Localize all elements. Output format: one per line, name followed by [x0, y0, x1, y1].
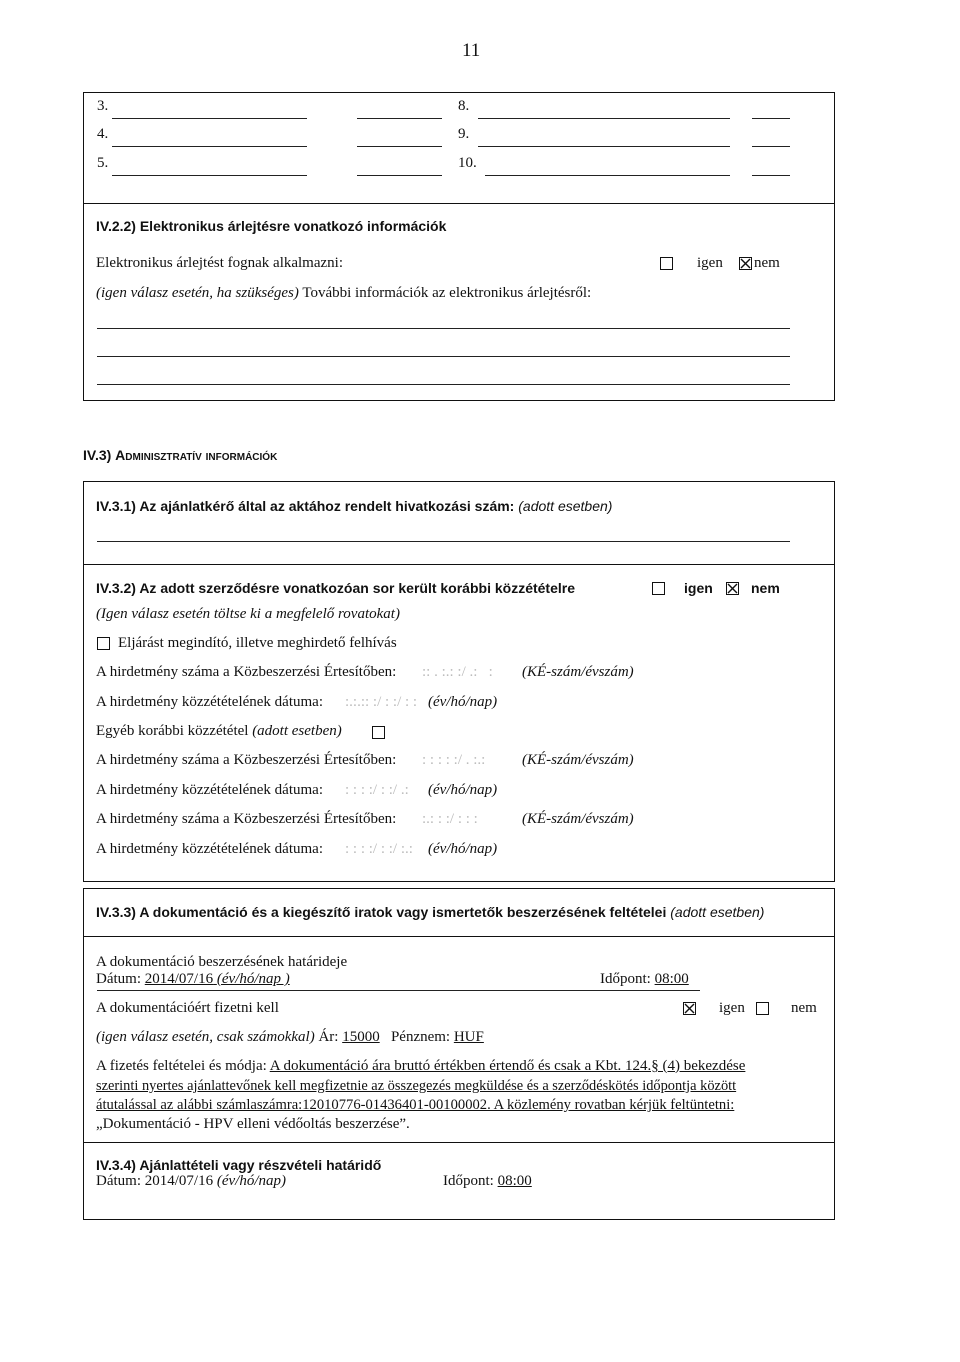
payment-terms-line1 [96, 1058, 745, 1075]
blank-line [357, 146, 442, 147]
checkbox-igen-empty[interactable] [660, 257, 673, 270]
bid-date-format: (év/hó/nap) [216, 1173, 286, 1189]
check-x-icon [740, 258, 751, 269]
notice-number-format: (KÉ-szám/évszám) [522, 664, 634, 680]
section-heading-iv33-note: (adott esetben) [670, 904, 765, 920]
section-heading-iv33: IV.3.3) A dokumentáció és a kiegészítő iratok vagy ismertetők beszerzésének feltételei [96, 904, 667, 920]
notice-number-label: A hirdetmény száma a Közbeszerzési Értesítőben: [96, 752, 397, 768]
bid-deadline-date-line [96, 1173, 286, 1190]
answer-line [97, 328, 790, 329]
more-info-line [96, 285, 591, 302]
list-item-9: 9. [458, 126, 470, 142]
section-divider [83, 936, 835, 937]
option-igen-label: igen [697, 255, 723, 271]
notice-date-input-placeholder[interactable]: : : : :/ : :/ .: [345, 782, 409, 798]
checkbox-igen-checked[interactable] [683, 1002, 696, 1015]
other-publication-note: (adott esetben) [252, 723, 342, 739]
procedure-label: Eljárást megindító, illetve meghirdető felhívás [118, 635, 397, 651]
page-number: 11 [462, 40, 481, 61]
section-heading-iv31-line [96, 498, 612, 514]
check-x-icon [727, 583, 738, 594]
section-heading-iv34: IV.3.4) Ajánlattételi vagy részvételi határidő [96, 1157, 382, 1173]
section-divider [83, 1142, 835, 1143]
checkbox-igen-empty[interactable] [652, 582, 665, 595]
bid-date-label: Dátum: [96, 1173, 141, 1189]
notice-date-input-placeholder[interactable]: :.:.:: :/ : :/ : : [345, 694, 418, 710]
doc-date-label: Dátum: [96, 971, 141, 987]
blank-line [112, 146, 307, 147]
bid-time-value: 08:00 [497, 1173, 532, 1189]
bid-date-value: 2014/07/16 [144, 1173, 214, 1189]
checkbox-nem-checked[interactable] [726, 582, 739, 595]
doc-date-value: 2014/07/16 (év/hó/nap ) [144, 971, 290, 987]
doc-time-line [600, 971, 689, 988]
fill-in-note: (Igen válasz esetén töltse ki a megfelelő rovatokat) [96, 606, 400, 622]
notice-date-format: (év/hó/nap) [428, 694, 498, 710]
payment-terms-text-4: „Dokumentáció - HPV elleni védőoltás beszerzése”. [96, 1116, 410, 1132]
bid-time-label: Időpont: [443, 1173, 494, 1189]
list-item-4: 4. [97, 126, 109, 142]
notice-number-input-placeholder[interactable]: :: . :.: :/ .: : [422, 664, 493, 680]
option-igen-label: igen [719, 1000, 745, 1016]
notice-date-format: (év/hó/nap) [428, 782, 498, 798]
underline-rule [97, 990, 700, 991]
section-heading-iv3-title: Adminisztratív információk [115, 447, 278, 463]
section-heading-iv32: IV.3.2) Az adott szerződésre vonatkozóan sor került korábbi közzétételre [96, 580, 575, 596]
blank-line [485, 175, 730, 176]
price-label: Ár: [318, 1029, 339, 1045]
answer-line [97, 541, 790, 542]
blank-line [357, 175, 442, 176]
notice-date-label: A hirdetmény közzétételének dátuma: [96, 841, 323, 857]
answer-line [97, 384, 790, 385]
section-heading-iv22: IV.2.2) Elektronikus árlejtésre vonatkozó információk [96, 218, 447, 234]
checkbox-other-empty[interactable] [372, 726, 385, 739]
list-item-3: 3. [97, 98, 109, 114]
list-item-10: 10. [458, 155, 477, 171]
notice-number-format: (KÉ-szám/évszám) [522, 811, 634, 827]
option-nem-label: nem [754, 255, 780, 271]
notice-number-label: A hirdetmény száma a Közbeszerzési Értesítőben: [96, 664, 397, 680]
notice-date-input-placeholder[interactable]: : : : :/ : :/ :.: [345, 841, 413, 857]
checkbox-nem-empty[interactable] [756, 1002, 769, 1015]
section-heading-iv33-line [96, 904, 764, 920]
section-heading-iv31: IV.3.1) Az ajánlatkérő által az aktához rendelt hivatkozási szám: [96, 498, 515, 514]
doc-time-label: Időpont: [600, 971, 651, 987]
other-publication-line [96, 723, 342, 740]
payment-terms-text-3: átutalással az alábbi számlaszámra:12010776-01436401-00100002. A közlemény rovatban kérjük feltüntetni: [96, 1097, 735, 1113]
notice-number-label: A hirdetmény száma a Közbeszerzési Értesítőben: [96, 811, 397, 827]
notice-date-label: A hirdetmény közzétételének dátuma: [96, 782, 323, 798]
price-condition: (igen válasz esetén, csak számokkal) [96, 1029, 315, 1045]
bid-time-line [443, 1173, 532, 1190]
doc-pay-label: A dokumentációért fizetni kell [96, 1000, 279, 1016]
price-value: 15000 [342, 1029, 380, 1045]
section-heading-iv3 [83, 447, 277, 463]
blank-line [112, 118, 307, 119]
doc-deadline-date-line [96, 971, 290, 988]
currency-value: HUF [453, 1029, 484, 1045]
section-divider [83, 203, 835, 204]
section-divider [83, 564, 835, 565]
notice-date-format: (év/hó/nap) [428, 841, 498, 857]
currency-label: Pénznem: [390, 1029, 451, 1045]
doc-deadline-label: A dokumentáció beszerzésének határideje [96, 954, 348, 970]
more-info-label: További információk az elektronikus árlejtésről: [302, 285, 592, 301]
blank-line [112, 175, 307, 176]
checkbox-nem-checked[interactable] [739, 257, 752, 270]
list-item-5: 5. [97, 155, 109, 171]
notice-number-input-placeholder[interactable]: :.: : :/ : : : [422, 811, 478, 827]
option-nem-label: nem [751, 580, 780, 596]
list-item-8: 8. [458, 98, 470, 114]
blank-line [752, 146, 790, 147]
section-heading-iv31-note: (adott esetben) [518, 498, 613, 514]
price-line [96, 1029, 484, 1046]
payment-terms-text-1: A dokumentáció ára bruttó értékben értendő és csak a Kbt. 124.§ (4) bekezdése [269, 1058, 746, 1074]
blank-line [478, 146, 730, 147]
payment-terms-text-2: szerinti nyertes ajánlattevőnek kell megfizetnie az összegezés megküldése és a szerződéskötés időpontja között [96, 1078, 737, 1094]
blank-line [752, 118, 790, 119]
answer-line [97, 356, 790, 357]
more-info-condition: (igen válasz esetén, ha szükséges) [96, 285, 299, 301]
option-igen-label: igen [684, 580, 713, 596]
doc-time-value: 08:00 [654, 971, 689, 987]
option-nem-label: nem [791, 1000, 817, 1016]
checkbox-procedure-empty[interactable] [97, 637, 110, 650]
section-heading-iv3-prefix: IV.3) [83, 447, 112, 463]
blank-line [752, 175, 790, 176]
notice-date-label: A hirdetmény közzétételének dátuma: [96, 694, 323, 710]
blank-line [357, 118, 442, 119]
other-publication-label: Egyéb korábbi közzététel [96, 723, 249, 739]
notice-number-input-placeholder[interactable]: : : : : :/ . :.: [422, 752, 486, 768]
electronic-auction-question: Elektronikus árlejtést fognak alkalmazni: [96, 255, 344, 271]
blank-line [478, 118, 730, 119]
check-x-icon [684, 1003, 695, 1014]
notice-number-format: (KÉ-szám/évszám) [522, 752, 634, 768]
payment-terms-label: A fizetés feltételei és módja: [96, 1058, 267, 1074]
